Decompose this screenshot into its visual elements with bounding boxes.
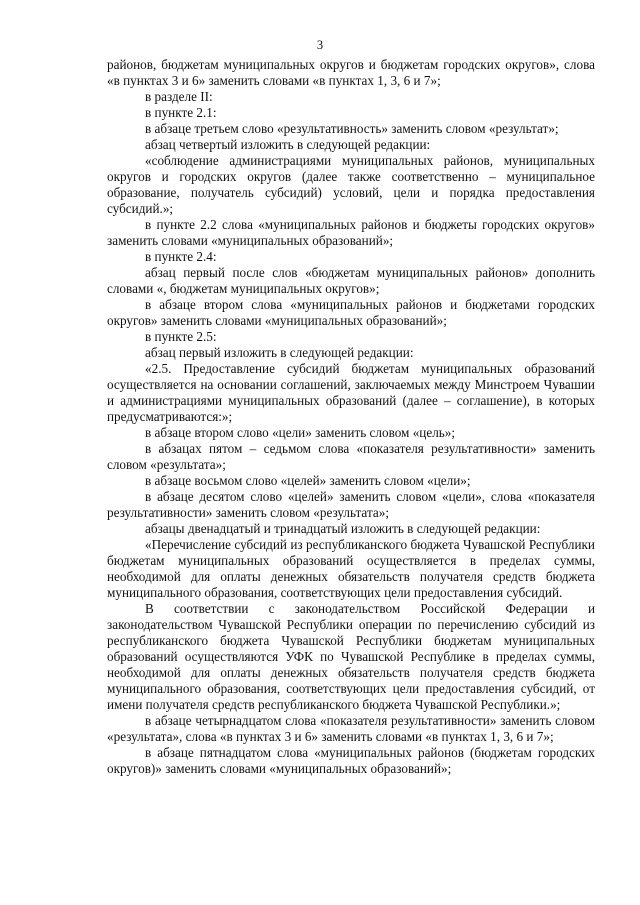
paragraph: в абзаце втором слово «цели» заменить словом «цель»; (145, 425, 456, 440)
paragraph: в абзаце четырнадцатом слова «показателя результативности» заменить словом «результата», слова «в пунктах 3 и 6» заменить словами «в пунктах 1, 3, 6 и 7»; (107, 713, 595, 744)
paragraph: в абзаце десятом слово «целей» заменить словом «цели», слова «показателя результативности» заменить словом «результата»; (107, 489, 595, 520)
paragraph: в абзаце третьем слово «результативность» заменить словом «результат»; (145, 121, 559, 136)
paragraph: в пункте 2.5: (145, 329, 217, 344)
paragraph: в абзаце втором слова «муниципальных районов и бюджетами городских округов» заменить словами «муниципальных образований»; (107, 297, 595, 328)
paragraph: абзац четвертый изложить в следующей редакции: (145, 137, 431, 152)
paragraph: в пункте 2.1: (145, 105, 217, 120)
paragraph: в абзаце пятнадцатом слова «муниципальных районов (бюджетам городских округов)» заменить словами «муниципальных образований»; (107, 745, 595, 776)
document-body (107, 57, 595, 777)
paragraph: абзац первый после слов «бюджетам муниципальных районов» дополнить словами «, бюджетам муниципальных округов»; (107, 265, 595, 296)
paragraph: абзац первый изложить в следующей редакции: (145, 345, 414, 360)
page-number: 3 (316, 38, 324, 52)
paragraph: в пункте 2.2 слова «муниципальных районов и бюджеты городских округов» заменить словами «муниципальных образований»; (107, 217, 595, 248)
paragraph: абзацы двенадцатый и тринадцатый изложить в следующей редакции: (145, 521, 541, 536)
paragraph: в разделе II: (145, 89, 213, 104)
paragraph: в абзацах пятом – седьмом слова «показателя результативности» заменить словом «результата»; (107, 441, 595, 472)
paragraph: В соответствии с законодательством Российской Федерации и законодательством Чувашской Республики операции по перечислению субсидий из республиканского бюджета Чувашской Республики бюджетам муниципальных образований осуществляются УФК по Чувашской Республике в пределах суммы, необходимой для оплаты денежных обязательств получателя средств бюджета муниципального образования, соответствующих цели предоставления субсидий, от имени получателя средств республиканского бюджета Чувашской Республики.»; (107, 601, 595, 712)
paragraph: «соблюдение администрациями муниципальных районов, муниципальных округов и городских округов (далее также соответственно – муниципальное образование, получатель субсидий) условий, цели и порядка предоставления субсидий.»; (107, 153, 595, 216)
paragraph: «Перечисление субсидий из республиканского бюджета Чувашской Республики бюджетам муниципальных образований осуществляется в пределах суммы, необходимой для оплаты денежных обязательств получателя средств бюджета муниципального образования, соответствующих цели предоставления субсидий. (107, 537, 595, 600)
paragraph: «2.5. Предоставление субсидий бюджетам муниципальных образований осуществляется на основании соглашений, заключаемых между Минстроем Чувашии и администрациями муниципальных образований (далее – соглашение), в которых предусматриваются:»; (107, 361, 595, 424)
paragraph: в пункте 2.4: (145, 249, 217, 264)
paragraph: в абзаце восьмом слово «целей» заменить словом «цели»; (145, 473, 471, 488)
paragraph: районов, бюджетам муниципальных округов и бюджетам городских округов», слова «в пунктах 3 и 6» заменить словами «в пунктах 1, 3, 6 и 7»; (107, 57, 595, 88)
